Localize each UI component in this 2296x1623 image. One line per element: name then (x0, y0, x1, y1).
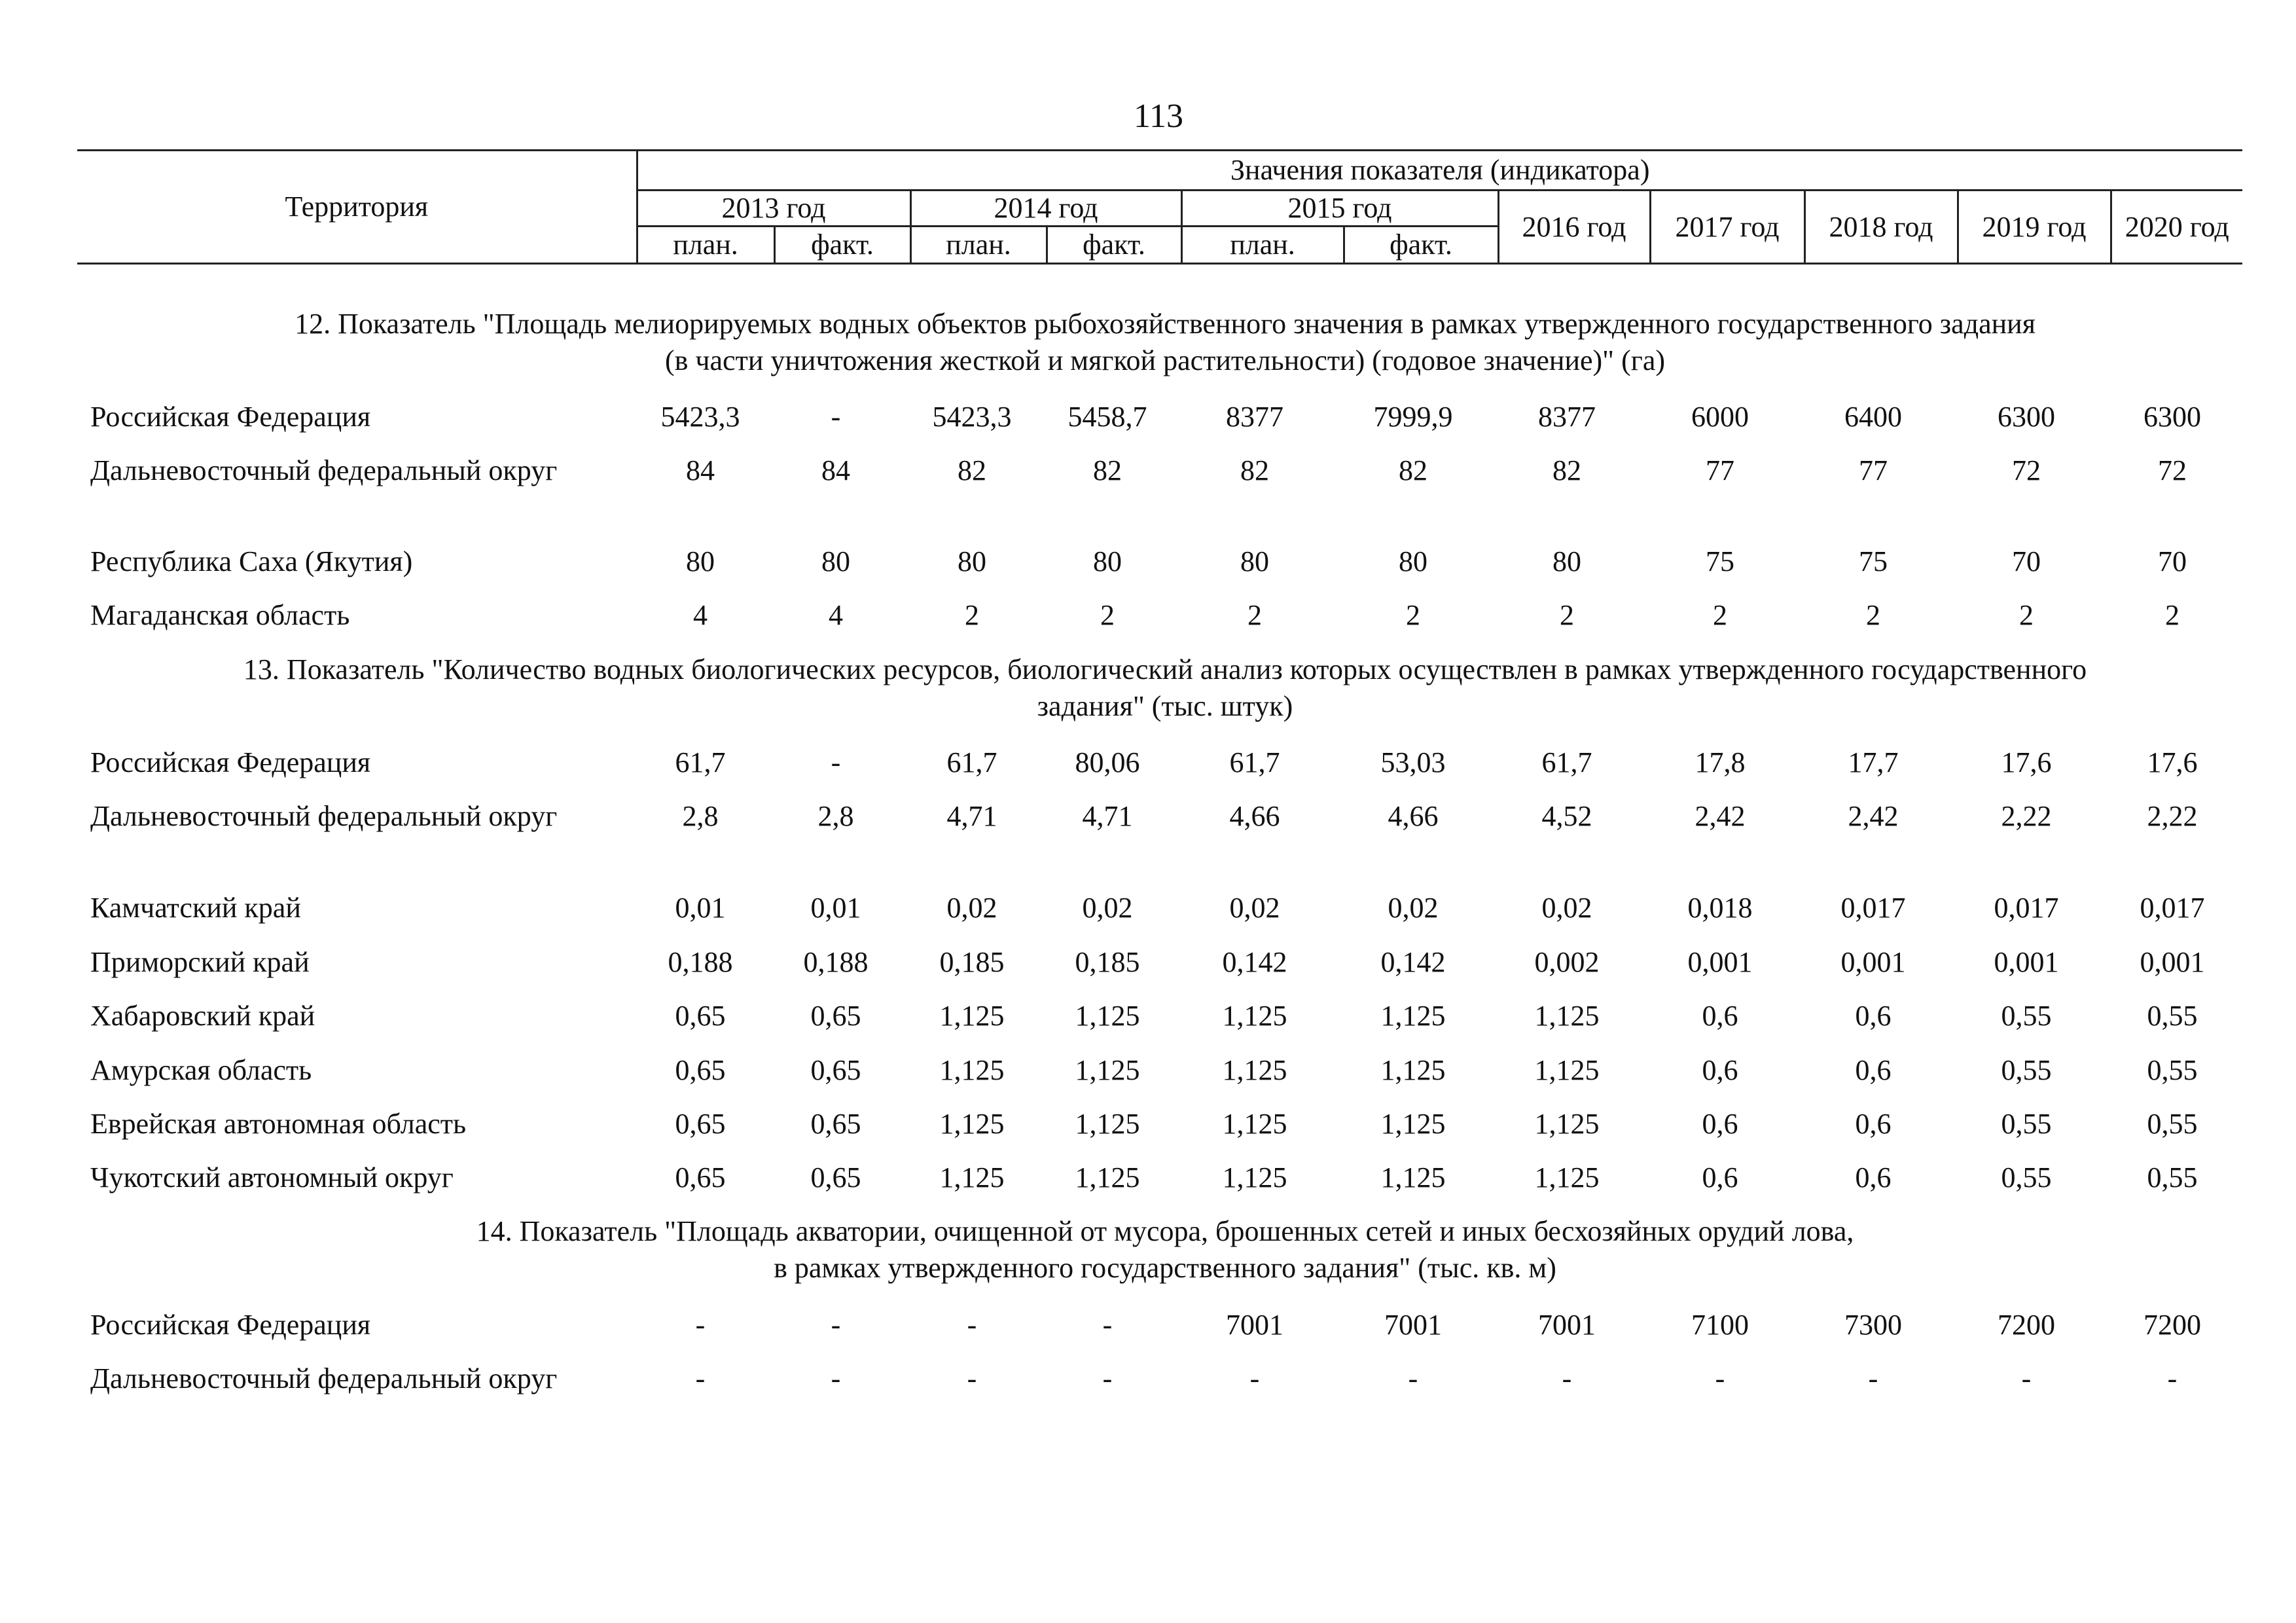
cell-value: 0,001 (1687, 946, 1753, 978)
cell-value: 1,125 (1380, 1000, 1446, 1032)
fact-2015-header: факт. (1344, 227, 1498, 264)
cell-value: 82 (1552, 454, 1581, 486)
cell-value: 4,71 (946, 800, 997, 832)
cell-value: 0,55 (2147, 1161, 2198, 1194)
year-2019-header: 2019 год (1958, 191, 2111, 264)
cell-value: 80 (1093, 545, 1122, 577)
row-label: Магаданская область (90, 599, 350, 631)
cell-value: 2,8 (682, 800, 719, 832)
cell-value: 2 (2165, 599, 2179, 631)
cell-value: 0,65 (810, 1161, 861, 1194)
cell-value: 82 (958, 454, 986, 486)
cell-value: 2,42 (1848, 800, 1899, 832)
cell-value: 70 (2012, 545, 2041, 577)
cell-value: 0,001 (2140, 946, 2205, 978)
cell-value: 1,125 (939, 1054, 1005, 1086)
cell-value: 0,6 (1702, 1054, 1738, 1086)
cell-value: 7100 (1691, 1309, 1749, 1341)
cell-value: 1,125 (1222, 1000, 1287, 1032)
cell-value: 0,142 (1222, 946, 1287, 978)
cell-value: 7999,9 (1373, 401, 1453, 433)
cell-value: - (967, 1309, 977, 1341)
cell-value: 2 (1713, 599, 1727, 631)
cell-value: 80 (686, 545, 715, 577)
row-label: Дальневосточный федеральный округ (90, 800, 558, 832)
fact-2014-header: факт. (1047, 227, 1181, 264)
section-title-line1: 14. Показатель "Площадь акватории, очищенной от мусора, брошенных сетей и иных бесхозяйных орудий лова, (476, 1215, 1854, 1247)
cell-value: 7300 (1844, 1309, 1902, 1341)
cell-value: 2 (1247, 599, 1262, 631)
cell-value: 0,017 (2140, 892, 2205, 924)
row-label: Дальневосточный федеральный округ (90, 1362, 558, 1395)
section-title-line2: в рамках утвержденного государственного задания" (тыс. кв. м) (774, 1252, 1556, 1284)
cell-value: 0,55 (2147, 1108, 2198, 1140)
cell-value: 0,017 (1840, 892, 1906, 924)
cell-value: 8377 (1226, 401, 1283, 433)
section-title-line2: (в части уничтожения жесткой и мягкой растительности) (годовое значение)" (га) (664, 344, 1666, 376)
cell-value: - (1868, 1362, 1878, 1395)
cell-value: 72 (2158, 454, 2187, 486)
cell-value: - (831, 401, 841, 433)
cell-value: 6300 (1998, 401, 2055, 433)
cell-value: 53,03 (1380, 746, 1446, 778)
page-number: 113 (1133, 98, 1184, 135)
cell-value: 0,6 (1855, 1000, 1892, 1032)
cell-value: 0,002 (1534, 946, 1600, 978)
cell-value: 1,125 (939, 1161, 1005, 1194)
cell-value: - (1102, 1309, 1113, 1341)
row-label: Российская Федерация (90, 746, 371, 778)
cell-value: 70 (2158, 545, 2187, 577)
cell-value: 4 (693, 599, 708, 631)
cell-value: 0,55 (2001, 1054, 2052, 1086)
cell-value: 0,65 (810, 1108, 861, 1140)
cell-value: 80,06 (1075, 746, 1140, 778)
cell-value: 61,7 (1229, 746, 1280, 778)
row-label: Еврейская автономная область (90, 1108, 467, 1140)
cell-value: 0,188 (668, 946, 733, 978)
cell-value: 2 (1100, 599, 1115, 631)
cell-value: 17,6 (2147, 746, 2198, 778)
cell-value: - (695, 1362, 706, 1395)
section-title-line1: 13. Показатель "Количество водных биологических ресурсов, биологический анализ которых осуществлен в рамках утвержденного государственного (243, 653, 2087, 685)
cell-value: 0,65 (810, 1054, 861, 1086)
cell-value: 7200 (2144, 1309, 2201, 1341)
cell-value: 0,55 (2001, 1161, 2052, 1194)
cell-value: 1,125 (1380, 1054, 1446, 1086)
cell-value: 0,02 (1229, 892, 1280, 924)
cell-value: 7001 (1226, 1309, 1283, 1341)
cell-value: 84 (686, 454, 715, 486)
section-title (118, 651, 2212, 725)
cell-value: 0,001 (1994, 946, 2059, 978)
cell-value: 4,66 (1229, 800, 1280, 832)
cell-value: 61,7 (675, 746, 726, 778)
cell-value: 17,7 (1848, 746, 1899, 778)
cell-value: 1,125 (1534, 1108, 1600, 1140)
cell-value: 1,125 (1534, 1054, 1600, 1086)
cell-value: 7001 (1538, 1309, 1596, 1341)
cell-value: 77 (1706, 454, 1734, 486)
cell-value: - (1249, 1362, 1260, 1395)
cell-value: 0,65 (810, 1000, 861, 1032)
cell-value: 17,6 (2001, 746, 2052, 778)
cell-value: 1,125 (1222, 1108, 1287, 1140)
cell-value: 0,65 (675, 1054, 726, 1086)
cell-value: 75 (1706, 545, 1734, 577)
cell-value: 5423,3 (932, 401, 1012, 433)
plan-2014-header: план. (910, 227, 1047, 264)
row-label: Амурская область (90, 1054, 312, 1086)
cell-value: 6400 (1844, 401, 1902, 433)
row-label: Российская Федерация (90, 401, 371, 433)
section-title (118, 306, 2212, 379)
cell-value: 75 (1859, 545, 1888, 577)
cell-value: 82 (1240, 454, 1269, 486)
year-2014-header: 2014 год (910, 191, 1181, 227)
cell-value: 1,125 (1222, 1054, 1287, 1086)
cell-value: - (1102, 1362, 1113, 1395)
cell-value: 0,02 (946, 892, 997, 924)
cell-value: 2 (965, 599, 979, 631)
cell-value: 80 (1399, 545, 1427, 577)
cell-value: - (967, 1362, 977, 1395)
cell-value: - (1715, 1362, 1725, 1395)
cell-value: 2 (1560, 599, 1574, 631)
cell-value: 4,66 (1388, 800, 1439, 832)
cell-value: 61,7 (1541, 746, 1592, 778)
cell-value: 4 (829, 599, 843, 631)
values-title-header: Значения показателя (индикатора) (637, 151, 2242, 191)
row-label: Хабаровский край (90, 1000, 315, 1032)
cell-value: 0,65 (675, 1161, 726, 1194)
section-title (118, 1213, 2212, 1286)
row-label: Чукотский автономный округ (90, 1161, 454, 1194)
cell-value: 1,125 (1222, 1161, 1287, 1194)
cell-value: 1,125 (939, 1108, 1005, 1140)
cell-value: 1,125 (1075, 1000, 1140, 1032)
cell-value: 2,22 (2001, 800, 2052, 832)
cell-value: 4,71 (1082, 800, 1133, 832)
cell-value: 1,125 (1380, 1161, 1446, 1194)
cell-value: 2,42 (1695, 800, 1746, 832)
cell-value: 0,65 (675, 1000, 726, 1032)
cell-value: 0,185 (1075, 946, 1140, 978)
cell-value: 6000 (1691, 401, 1749, 433)
cell-value: 0,01 (675, 892, 726, 924)
cell-value: 1,125 (1380, 1108, 1446, 1140)
cell-value: 0,02 (1388, 892, 1439, 924)
cell-value: 0,185 (939, 946, 1005, 978)
cell-value: 80 (821, 545, 850, 577)
cell-value: 0,55 (2001, 1108, 2052, 1140)
cell-value: 82 (1093, 454, 1122, 486)
row-label: Республика Саха (Якутия) (90, 545, 413, 577)
cell-value: - (1562, 1362, 1572, 1395)
cell-value: - (2021, 1362, 2032, 1395)
cell-value: 5423,3 (660, 401, 740, 433)
cell-value: 2 (1866, 599, 1880, 631)
cell-value: 0,018 (1687, 892, 1753, 924)
cell-value: 1,125 (939, 1000, 1005, 1032)
cell-value: 0,017 (1994, 892, 2059, 924)
cell-value: 0,6 (1702, 1000, 1738, 1032)
cell-value: 0,55 (2147, 1054, 2198, 1086)
cell-value: 1,125 (1534, 1000, 1600, 1032)
cell-value: 1,125 (1534, 1161, 1600, 1194)
cell-value: - (831, 1362, 841, 1395)
cell-value: 80 (1552, 545, 1581, 577)
cell-value: 2,22 (2147, 800, 2198, 832)
cell-value: 0,6 (1702, 1108, 1738, 1140)
cell-value: 80 (1240, 545, 1269, 577)
fact-2013-header: факт. (774, 227, 910, 264)
plan-2013-header: план. (637, 227, 774, 264)
cell-value: 0,6 (1855, 1108, 1892, 1140)
cell-value: 1,125 (1075, 1108, 1140, 1140)
year-2013-header: 2013 год (637, 191, 910, 227)
cell-value: 7001 (1384, 1309, 1442, 1341)
row-label: Камчатский край (90, 892, 301, 924)
cell-value: 0,001 (1840, 946, 1906, 978)
cell-value: 0,6 (1855, 1054, 1892, 1086)
cell-value: - (831, 1309, 841, 1341)
cell-value: 80 (958, 545, 986, 577)
cell-value: 4,52 (1541, 800, 1592, 832)
cell-value: 8377 (1538, 401, 1596, 433)
cell-value: 0,188 (803, 946, 869, 978)
cell-value: 17,8 (1695, 746, 1746, 778)
row-label: Российская Федерация (90, 1309, 371, 1341)
section-title-line2: задания" (тыс. штук) (1037, 690, 1293, 722)
cell-value: 1,125 (1075, 1161, 1140, 1194)
cell-value: 0,02 (1541, 892, 1592, 924)
section-title-line1: 12. Показатель "Площадь мелиорируемых водных объектов рыбохозяйственного значения в рамках утвержденного государственного задания (295, 308, 2036, 340)
cell-value: 5458,7 (1067, 401, 1147, 433)
cell-value: - (1408, 1362, 1418, 1395)
cell-value: 0,55 (2001, 1000, 2052, 1032)
cell-value: 82 (1399, 454, 1427, 486)
cell-value: - (695, 1309, 706, 1341)
cell-value: 61,7 (946, 746, 997, 778)
year-2016-header: 2016 год (1498, 191, 1650, 264)
cell-value: 77 (1859, 454, 1888, 486)
cell-value: 72 (2012, 454, 2041, 486)
cell-value: 0,6 (1855, 1161, 1892, 1194)
cell-value: 1,125 (1075, 1054, 1140, 1086)
cell-value: - (831, 746, 841, 778)
cell-value: - (2167, 1362, 2178, 1395)
territory-header: Территория (77, 151, 637, 264)
year-2020-header: 2020 год (2111, 191, 2242, 264)
year-2015-header: 2015 год (1181, 191, 1498, 227)
cell-value: 0,02 (1082, 892, 1133, 924)
cell-value: 0,142 (1380, 946, 1446, 978)
cell-value: 2,8 (817, 800, 854, 832)
cell-value: 2 (2019, 599, 2034, 631)
cell-value: 6300 (2144, 401, 2201, 433)
plan-2015-header: план. (1181, 227, 1344, 264)
cell-value: 0,01 (810, 892, 861, 924)
cell-value: 0,6 (1702, 1161, 1738, 1194)
year-2017-header: 2017 год (1650, 191, 1804, 264)
cell-value: 84 (821, 454, 850, 486)
row-label: Дальневосточный федеральный округ (90, 454, 558, 486)
cell-value: 0,65 (675, 1108, 726, 1140)
table-header (77, 149, 2242, 264)
cell-value: 2 (1406, 599, 1420, 631)
cell-value: 0,55 (2147, 1000, 2198, 1032)
row-label: Приморский край (90, 946, 310, 978)
year-2018-header: 2018 год (1804, 191, 1958, 264)
cell-value: 7200 (1998, 1309, 2055, 1341)
